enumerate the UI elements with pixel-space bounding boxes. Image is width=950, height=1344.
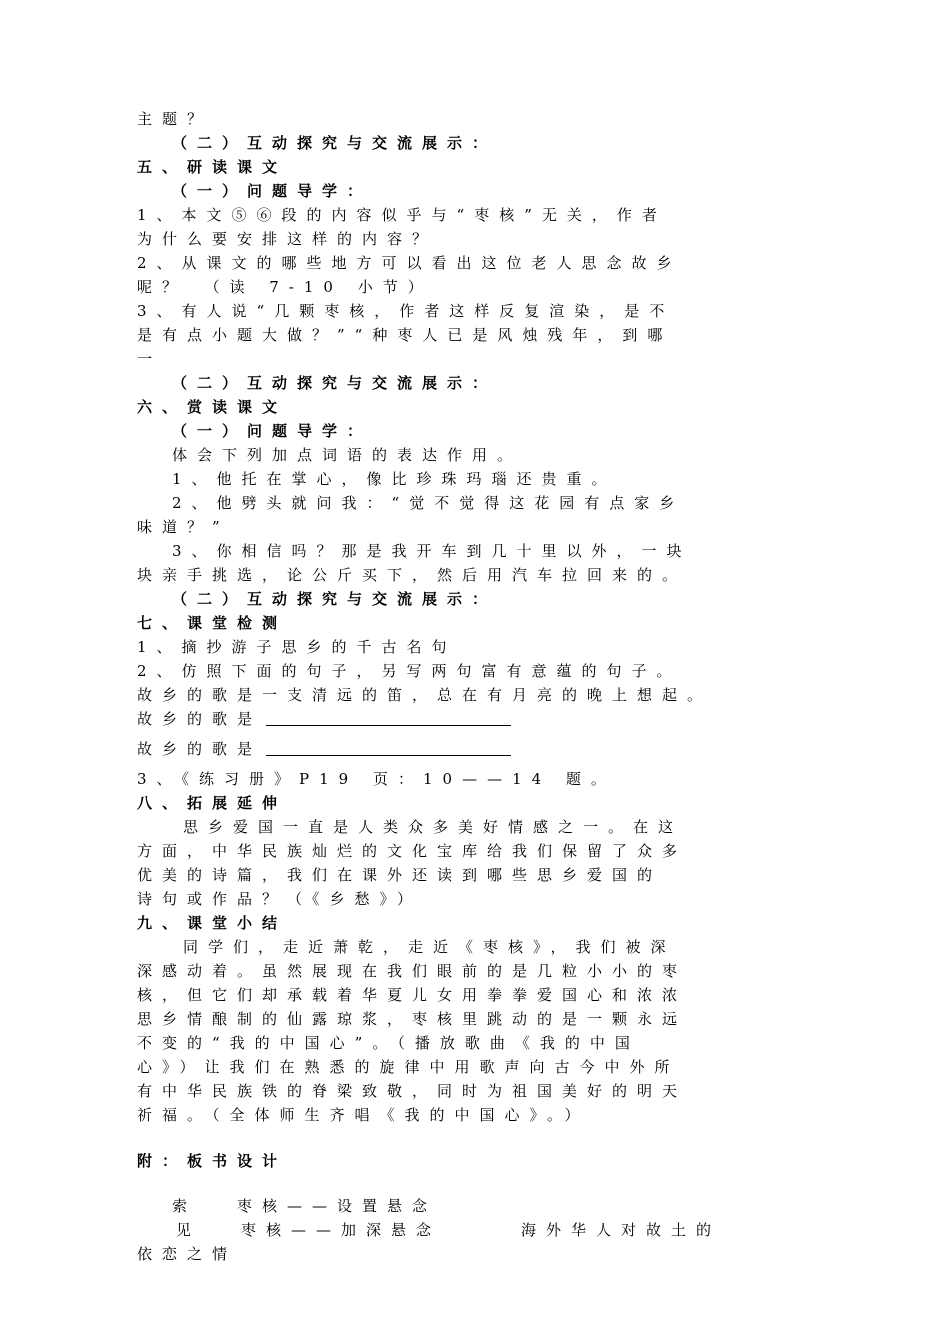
board-label: 索 — [172, 1197, 198, 1215]
text-line: 思乡爱国一直是人类众多美好情感之一。在这 — [183, 818, 684, 836]
subheading: （二）互动探究与交流展示： — [172, 374, 498, 392]
text-line: 呢？ （读 7-10 小节） — [137, 278, 433, 296]
text-line: 同学们，走近萧乾，走近《枣核》，我们被深 — [183, 938, 676, 956]
board-row-3: 依恋之情 — [137, 1245, 238, 1263]
section-heading: 六、赏读课文 — [137, 398, 288, 416]
text-line: 主题？ — [137, 110, 213, 128]
text-line: 祈福。（全体师生齐唱《我的中国心》。） — [137, 1106, 590, 1124]
fill-in-blank[interactable] — [266, 739, 511, 756]
text-line: 体会下列加点词语的表达作用。 — [172, 446, 523, 464]
subheading: （二）互动探究与交流展示： — [172, 590, 498, 608]
text-line: 优美的诗篇，我们在课外还读到哪些思乡爱国的 — [137, 866, 663, 884]
text-line: 是有点小题大做？”“种枣人已是风烛残年，到哪 — [137, 326, 673, 344]
fill-in-prompt: 故乡的歌是 — [137, 740, 263, 758]
text-line: 故乡的歌是一支清远的笛，总在有月亮的晚上想起。 — [137, 686, 713, 704]
board-label: 见 — [176, 1221, 202, 1239]
board-item: 枣核——加深悬念 — [241, 1221, 442, 1239]
text-line: 思乡情酿制的仙露琼浆，枣核里跳动的是一颗永远 — [137, 1010, 688, 1028]
text-line: 3、《练习册》P19 页：10——14 题。 — [137, 770, 616, 788]
text-line: 块亲手挑选，论公斤买下，然后用汽车拉回来的。 — [137, 566, 688, 584]
text-line: 有中华民族铁的脊梁致敬，同时为祖国美好的明天 — [137, 1082, 688, 1100]
fill-in-prompt: 故乡的歌是 — [137, 710, 263, 728]
text-line: 1、本文⑤⑥段的内容似乎与“枣核”无关，作者 — [137, 206, 667, 224]
text-line: 2、仿照下面的句子，另写两句富有意蕴的句子。 — [137, 662, 682, 680]
text-line: 核，但它们却承载着华夏儿女用拳拳爱国心和浓浓 — [137, 986, 688, 1004]
board-row-2 — [176, 1218, 817, 1242]
text-line: 为什么要安排这样的内容？ — [137, 230, 438, 248]
text-line: 诗句或作品？（《乡愁》） — [137, 890, 423, 908]
section-heading: 附：板书设计 — [137, 1152, 288, 1170]
subheading: （一）问题导学： — [172, 182, 373, 200]
fill-in-line — [137, 737, 817, 761]
section-heading: 五、研读课文 — [137, 158, 288, 176]
text-line: 心》）让我们在熟悉的旋律中用歌声向古今中外所 — [137, 1058, 680, 1076]
text-line: 方面，中华民族灿烂的文化宝库给我们保留了众多 — [137, 842, 688, 860]
fill-in-line — [137, 707, 817, 731]
text-line: 3、有人说“几颗枣核，作者这样反复渲染，是不 — [137, 302, 675, 320]
section-heading: 七、课堂检测 — [137, 614, 288, 632]
board-item: 枣核——设置悬念 — [237, 1197, 438, 1215]
section-heading: 八、拓展延伸 — [137, 794, 288, 812]
board-conclusion: 海外华人对故土的 — [521, 1221, 722, 1239]
text-line: 2、他劈头就问我：“觉不觉得这花园有点家乡 — [172, 494, 685, 512]
text-line: 2、从课文的哪些地方可以看出这位老人思念故乡 — [137, 254, 682, 272]
text-line: 不变的“我的中国心”。（播放歌曲《我的中国 — [137, 1034, 640, 1052]
text-line: 味道？” — [137, 518, 230, 536]
subheading: （一）问题导学： — [172, 422, 373, 440]
text-line: 1、摘抄游子思乡的千古名句 — [137, 638, 457, 656]
fill-in-blank[interactable] — [266, 709, 511, 726]
section-heading: 九、课堂小结 — [137, 914, 288, 932]
board-row-1 — [172, 1194, 817, 1218]
text-line: 3、你相信吗？那是我开车到几十里以外，一块 — [172, 542, 692, 560]
text-line: 一 — [137, 350, 163, 368]
text-line: 深感动着。虽然展现在我们眼前的是几粒小小的枣 — [137, 962, 688, 980]
text-line: 1、他托在掌心，像比珍珠玛瑙还贵重。 — [172, 470, 617, 488]
subheading: （二）互动探究与交流展示： — [172, 134, 498, 152]
